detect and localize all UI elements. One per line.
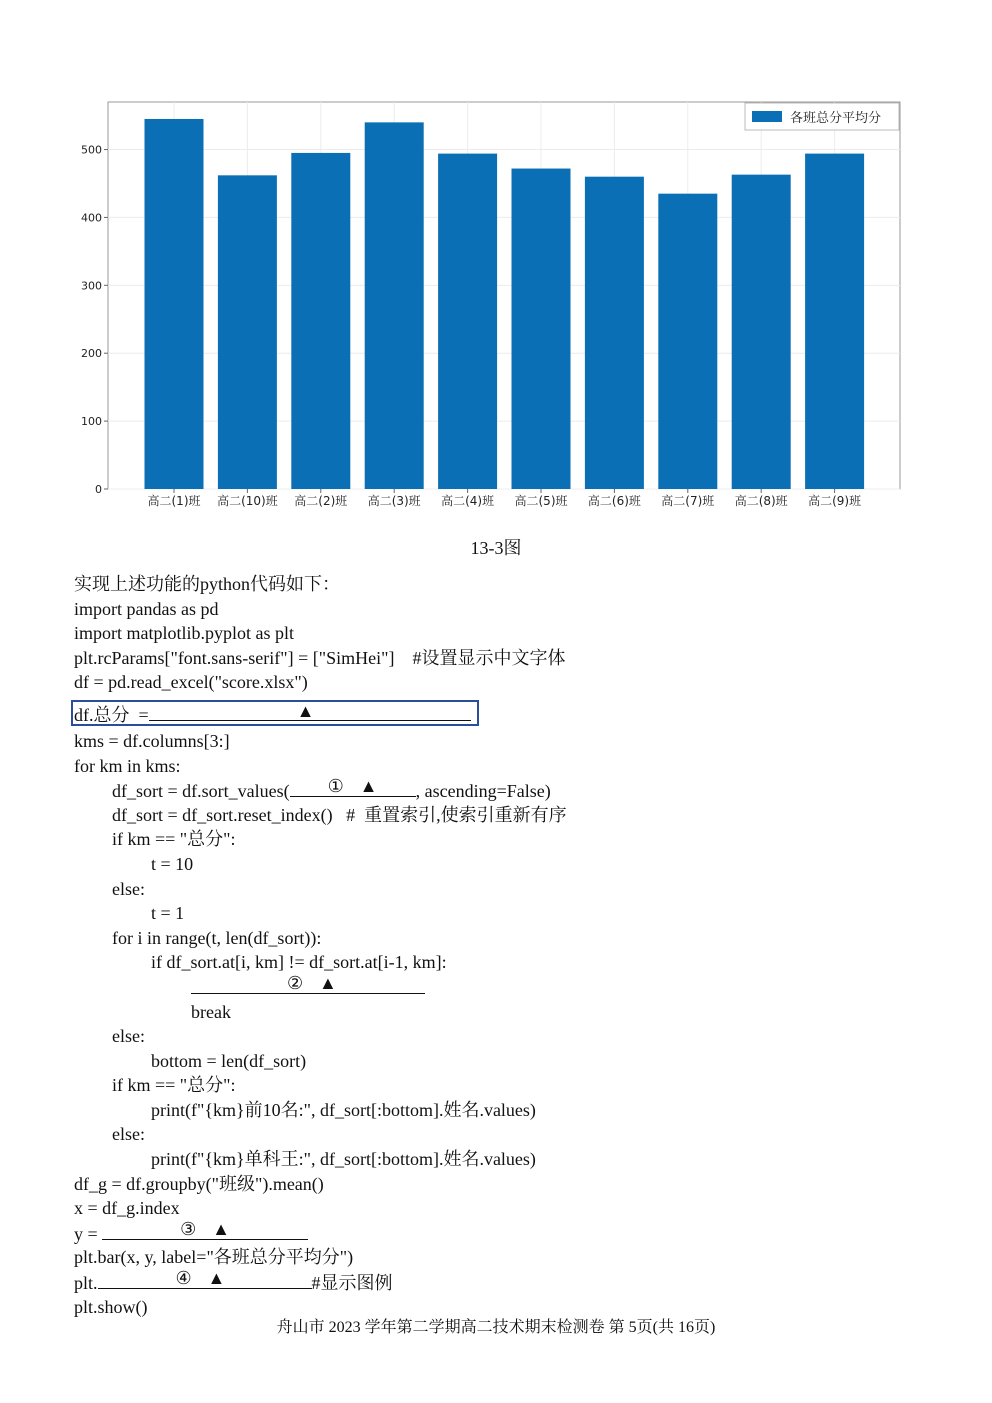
code-line: if km == "总分":: [112, 1075, 236, 1096]
y-tick-label: 100: [81, 415, 102, 429]
triangle-marker: ▲: [212, 1218, 230, 1239]
page-footer: 舟山市 2023 学年第二学期高二技术期末检测卷 第 5页(共 16页): [276, 1319, 716, 1336]
y-tick-label: 400: [81, 211, 102, 225]
triangle-marker: ▲: [359, 776, 378, 797]
x-tick-label: 高二(8)班: [734, 494, 788, 508]
blank-number-3: ③: [180, 1218, 197, 1239]
code-line: df_sort = df.sort_values( ① ▲ , ascending=False): [112, 776, 551, 802]
bar-chart: [0, 0, 992, 530]
code-line: t = 10: [151, 853, 194, 874]
x-tick-label: 高二(7)班: [661, 494, 715, 508]
code-line: df_sort = df_sort.reset_index() # 重置索引,使索引重新有序: [112, 804, 567, 825]
blank-3: [102, 1218, 308, 1240]
bar: [145, 119, 204, 489]
code-line: else:: [112, 878, 145, 899]
code-line: df_g = df.groupby("班级").mean(): [74, 1173, 324, 1194]
bar: [291, 153, 350, 489]
y-tick-label: 200: [81, 347, 102, 361]
code-line: x = df_g.index: [74, 1198, 180, 1219]
x-tick-label: 高二(6)班: [587, 494, 641, 508]
bar: [805, 154, 864, 489]
code-line: kms = df.columns[3:]: [74, 730, 230, 751]
x-tick-label: 高二(5)班: [514, 494, 568, 508]
blank-number-1: ①: [327, 776, 344, 797]
bar: [438, 154, 497, 489]
y-tick-label: 0: [95, 483, 102, 496]
x-tick-label: 高二(10)班: [217, 494, 278, 508]
intro-text: 实现上述功能的python代码如下：: [74, 574, 340, 594]
code-line: plt.show(): [74, 1296, 148, 1317]
bar: [365, 122, 424, 489]
code-line: print(f"{km}前10名:", df_sort[:bottom].姓名.values): [151, 1099, 536, 1120]
code-line: break: [191, 1001, 231, 1022]
code-line: y = ③ ▲: [74, 1221, 954, 1246]
code-listing: [74, 572, 954, 1319]
blank-4: [98, 1270, 312, 1289]
code-line: for km in kms:: [74, 755, 181, 776]
bar: [585, 177, 644, 489]
blank-1: [290, 778, 416, 797]
chart-legend: [745, 103, 899, 130]
blank-2: [191, 972, 425, 994]
bar: [512, 169, 571, 489]
answer-box: [71, 700, 479, 726]
triangle-marker: ▲: [319, 972, 337, 993]
bar: [218, 175, 277, 489]
figure-caption: 13-3图: [470, 538, 522, 558]
bar: [658, 194, 717, 489]
code-line: plt.bar(x, y, label="各班总分平均分"): [74, 1247, 354, 1268]
code-line: print(f"{km}单科王:", df_sort[:bottom].姓名.values): [151, 1149, 536, 1170]
code-line: import pandas as pd: [74, 598, 219, 619]
code-line: if df_sort.at[i, km] != df_sort.at[i-1, km]:: [151, 952, 447, 973]
code-line: plt.rcParams["font.sans-serif"] = ["SimHei"] #设置显示中文字体: [74, 647, 566, 668]
blank-number-2: ②: [287, 972, 304, 993]
code-line: for i in range(t, len(df_sort)):: [112, 927, 322, 948]
bar: [732, 175, 791, 489]
code-line: else:: [112, 1124, 145, 1145]
blank-number-4: ④: [175, 1268, 192, 1289]
code-line: df.总分 =: [74, 704, 149, 725]
code-line: df = pd.read_excel("score.xlsx"): [74, 672, 308, 693]
legend-label: 各班总分平均分: [790, 111, 882, 126]
x-tick-label: 高二(9)班: [808, 494, 862, 508]
code-line: bottom = len(df_sort): [151, 1050, 307, 1071]
blank-main: [149, 702, 471, 721]
x-tick-label: 高二(3)班: [367, 494, 421, 508]
triangle-marker: ▲: [296, 700, 315, 721]
triangle-marker: ▲: [207, 1268, 226, 1289]
x-tick-label: 高二(1)班: [147, 494, 201, 508]
code-line: import matplotlib.pyplot as plt: [74, 623, 294, 644]
code-line: plt. ④ ▲ #显示图例: [74, 1268, 393, 1294]
code-line: else:: [112, 1026, 145, 1047]
x-tick-label: 高二(4)班: [441, 494, 495, 508]
code-line: t = 1: [151, 903, 185, 924]
x-tick-label: 高二(2)班: [294, 494, 348, 508]
y-tick-label: 500: [81, 143, 102, 157]
y-tick-label: 300: [81, 279, 102, 293]
code-line: [74, 972, 954, 1000]
legend-swatch: [752, 111, 782, 122]
code-line: if km == "总分":: [112, 829, 236, 850]
